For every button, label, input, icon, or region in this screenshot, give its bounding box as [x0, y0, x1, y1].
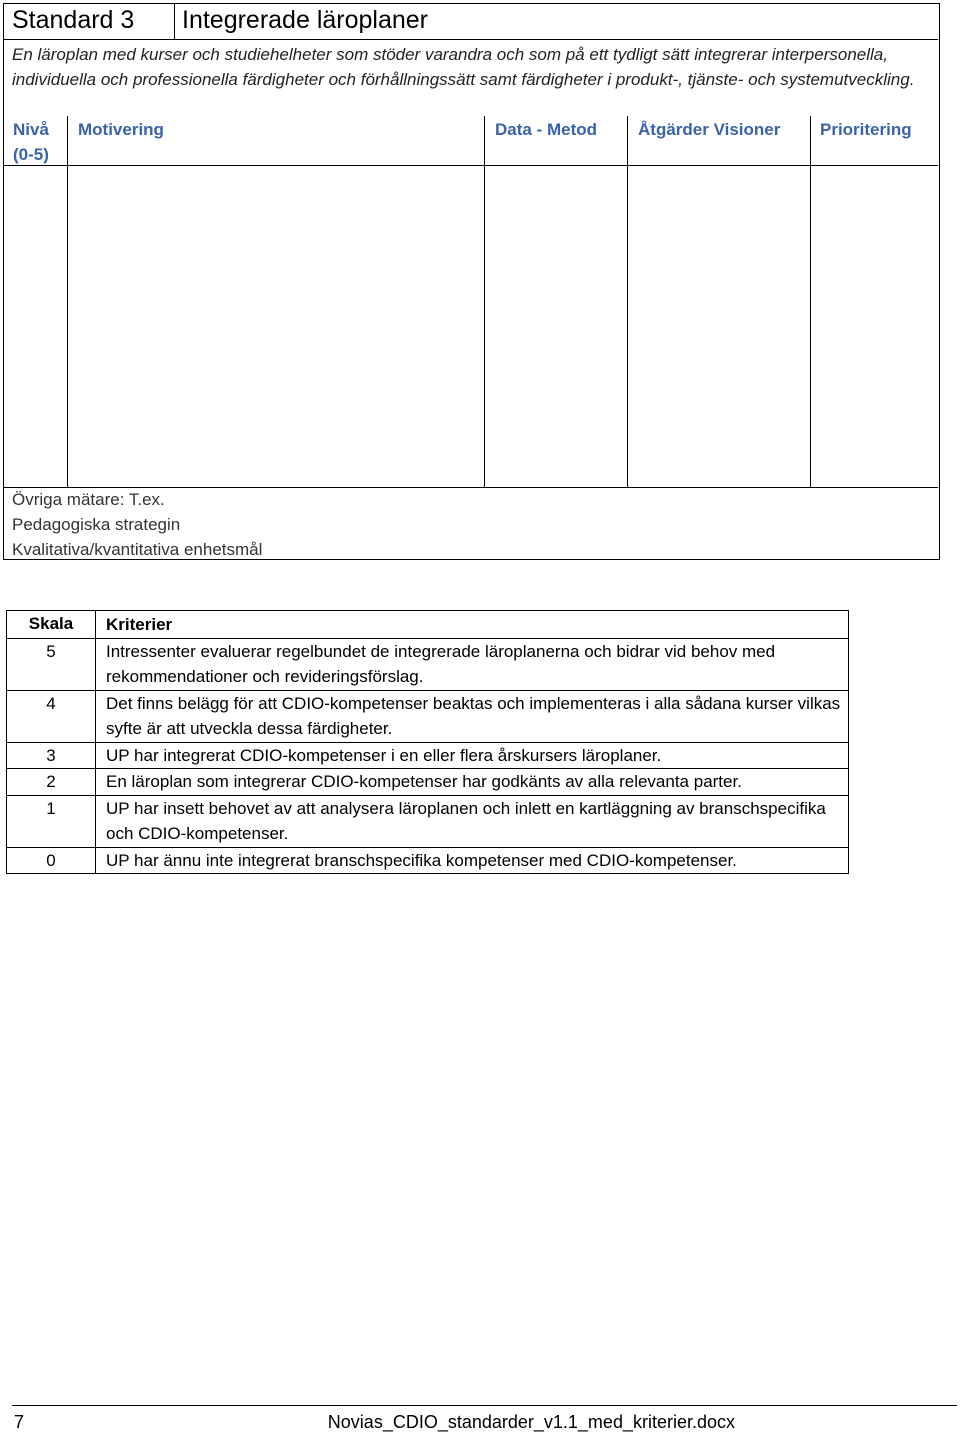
table-row: [7, 769, 849, 796]
criteria-header-criteria: Kriterier: [96, 611, 849, 639]
criteria-text: En läroplan som integrerar CDIO-kompetenser har godkänts av alla relevanta parter.: [96, 769, 849, 796]
criteria-level: 3: [7, 742, 96, 769]
criteria-text: UP har integrerat CDIO-kompetenser i en eller flera årskursers läroplaner.: [96, 742, 849, 769]
criteria-text: UP har ännu inte integrerat branschspecifika kompetenser med CDIO-kompetenser.: [96, 847, 849, 874]
criteria-text: Det finns belägg för att CDIO-kompetenser beaktas och implementeras i alla sådana kurser vilkas syfte är att utveckla dessa färdigheter.: [96, 690, 849, 742]
title-column-divider: [174, 4, 175, 39]
column-header-niva: Nivå (0-5): [13, 120, 49, 164]
criteria-header-scale: Skala: [7, 611, 96, 639]
data-metod-input-cell[interactable]: [485, 166, 625, 484]
table-row: [7, 742, 849, 769]
other-measures-goals: Kvalitativa/kvantitativa enhetsmål: [12, 540, 263, 559]
standard-description: En läroplan med kurser och studiehelheter som stöder varandra och som på ett tydligt sätt integrerar interpersonella, individuella och professionella färdigheter och förhållningssätt samt färdigheter i produkt-, tjänste- och systemutveckling.: [12, 45, 915, 89]
column-header-atgarder-visioner: Åtgärder Visioner: [638, 120, 781, 139]
motivering-input-cell[interactable]: [68, 166, 482, 484]
standard-title: Integrerade läroplaner: [182, 6, 428, 34]
prioritering-input-cell[interactable]: [811, 166, 938, 484]
title-divider: [4, 39, 938, 40]
criteria-level: 5: [7, 638, 96, 690]
criteria-text: UP har insett behovet av att analysera läroplanen och inlett en kartläggning av branschspecifika och CDIO-kompetenser.: [96, 795, 849, 847]
page-number: 7: [14, 1412, 25, 1432]
table-row: [7, 795, 849, 847]
other-measures-label: Övriga mätare: T.ex.: [12, 490, 165, 509]
criteria-level: 4: [7, 690, 96, 742]
other-measures-strategy: Pedagogiska strategin: [12, 515, 181, 534]
criteria-header-row: [7, 611, 849, 639]
criteria-text: Intressenter evaluerar regelbundet de integrerade läroplanerna och bidrar vid behov med rekommendationer och revideringsförslag.: [96, 638, 849, 690]
column-header-data-metod: Data - Metod: [495, 120, 597, 139]
standard-number: Standard 3: [12, 6, 135, 34]
table-row: [7, 847, 849, 874]
footer-divider: [12, 1405, 957, 1406]
criteria-table: [6, 610, 849, 874]
criteria-level: 0: [7, 847, 96, 874]
criteria-level: 1: [7, 795, 96, 847]
column-header-prioritering: Prioritering: [820, 120, 912, 139]
atgarder-input-cell[interactable]: [628, 166, 808, 484]
table-row: [7, 690, 849, 742]
niva-input-cell[interactable]: [5, 166, 65, 484]
column-header-motivering: Motivering: [78, 120, 164, 139]
criteria-level: 2: [7, 769, 96, 796]
document-filename: Novias_CDIO_standarder_v1.1_med_kriterier.docx: [327, 1412, 735, 1432]
table-row: [7, 638, 849, 690]
